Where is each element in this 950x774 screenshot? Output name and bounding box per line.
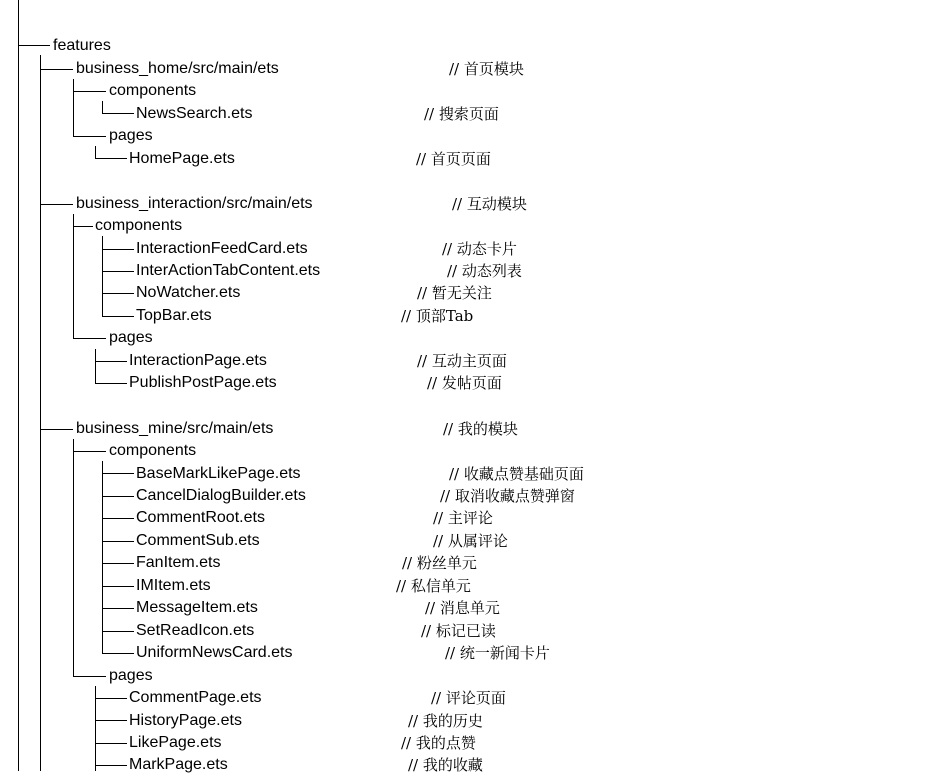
tree-branch: [102, 293, 134, 294]
tree-branch: [102, 518, 134, 519]
tree-branch: [40, 204, 73, 205]
tree-line: [40, 55, 41, 771]
pages-folder-home: pages: [109, 127, 153, 144]
file-name: InterActionTabContent.ets: [136, 262, 321, 279]
tree-branch: [18, 45, 50, 46]
file-name: CommentSub.ets: [136, 532, 260, 549]
file-comment: // 收藏点赞基础页面: [449, 465, 584, 483]
tree-line: [73, 79, 74, 136]
file-name: InteractionPage.ets: [129, 352, 267, 369]
tree-branch: [73, 676, 106, 677]
file-comment: // 粉丝单元: [402, 554, 477, 572]
file-name: IMItem.ets: [136, 577, 211, 594]
tree-branch: [95, 158, 127, 159]
tree-line: [73, 439, 74, 676]
file-comment: // 顶部Tab: [401, 307, 474, 325]
file-comment: // 统一新闻卡片: [445, 644, 550, 662]
tree-branch: [73, 91, 106, 92]
tree-branch: [40, 429, 73, 430]
file-name: LikePage.ets: [129, 734, 222, 751]
file-name: UniformNewsCard.ets: [136, 644, 293, 661]
file-name: SetReadIcon.ets: [136, 622, 255, 639]
file-comment: // 动态列表: [447, 262, 522, 280]
file-comment: // 主评论: [433, 509, 493, 527]
file-comment: // 标记已读: [421, 622, 496, 640]
file-comment: // 取消收藏点赞弹窗: [440, 487, 575, 505]
file-name: InteractionFeedCard.ets: [136, 240, 308, 257]
tree-branch: [40, 69, 73, 70]
file-comment: // 私信单元: [396, 577, 471, 595]
tree-line: [95, 146, 96, 158]
file-name: CommentRoot.ets: [136, 509, 265, 526]
module-comment-home: // 首页模块: [449, 60, 524, 78]
module-name-home: business_home/src/main/ets: [76, 60, 279, 77]
file-name: HomePage.ets: [129, 150, 235, 167]
file-comment: // 首页页面: [416, 150, 491, 168]
tree-branch: [102, 563, 134, 564]
file-comment: // 搜索页面: [424, 105, 499, 123]
file-name: NoWatcher.ets: [136, 284, 241, 301]
tree-branch: [102, 271, 134, 272]
file-comment: // 消息单元: [425, 599, 500, 617]
tree-branch: [95, 361, 127, 362]
tree-line: [102, 101, 103, 113]
file-name: HistoryPage.ets: [129, 712, 242, 729]
tree-branch: [95, 720, 127, 721]
file-name: CancelDialogBuilder.ets: [136, 487, 306, 504]
tree-branch: [73, 136, 106, 137]
tree-branch: [102, 586, 134, 587]
tree-branch: [102, 316, 134, 317]
tree-line: [95, 349, 96, 383]
module-name-mine: business_mine/src/main/ets: [76, 420, 274, 437]
tree-branch: [102, 608, 134, 609]
tree-branch: [95, 698, 127, 699]
tree-branch: [102, 653, 134, 654]
tree-branch: [95, 383, 127, 384]
components-folder-interaction: components: [95, 217, 183, 234]
tree-line: [73, 214, 74, 338]
tree-branch: [73, 338, 106, 339]
tree-line: [102, 461, 103, 653]
file-name: MarkPage.ets: [129, 756, 228, 773]
tree-branch: [95, 765, 127, 766]
tree-branch: [102, 496, 134, 497]
tree-branch: [95, 743, 127, 744]
file-comment: // 从属评论: [433, 532, 508, 550]
file-comment: // 我的收藏: [408, 756, 483, 774]
file-comment: // 发帖页面: [427, 374, 502, 392]
file-name: NewsSearch.ets: [136, 105, 253, 122]
pages-folder-interaction: pages: [109, 329, 153, 346]
file-comment: // 互动主页面: [417, 352, 507, 370]
file-name: MessageItem.ets: [136, 599, 258, 616]
file-name: FanItem.ets: [136, 554, 221, 571]
module-comment-interaction: // 互动模块: [452, 195, 527, 213]
root-folder-name: features: [53, 37, 111, 54]
tree-branch: [102, 249, 134, 250]
tree-branch: [73, 226, 93, 227]
file-comment: // 我的点赞: [401, 734, 476, 752]
components-folder-home: components: [109, 82, 197, 99]
components-folder-mine: components: [109, 442, 197, 459]
tree-branch: [102, 473, 134, 474]
module-comment-mine: // 我的模块: [443, 420, 518, 438]
pages-folder-mine: pages: [109, 667, 153, 684]
file-comment: // 评论页面: [431, 689, 506, 707]
tree-branch: [102, 541, 134, 542]
tree-branch: [102, 113, 134, 114]
module-name-interaction: business_interaction/src/main/ets: [76, 195, 313, 212]
tree-line: [102, 236, 103, 316]
file-name: CommentPage.ets: [129, 689, 262, 706]
file-name: PublishPostPage.ets: [129, 374, 277, 391]
file-comment: // 我的历史: [408, 712, 483, 730]
file-name: BaseMarkLikePage.ets: [136, 465, 301, 482]
tree-branch: [102, 631, 134, 632]
file-name: TopBar.ets: [136, 307, 212, 324]
file-comment: // 动态卡片: [442, 240, 517, 258]
file-comment: // 暂无关注: [417, 284, 492, 302]
tree-branch: [73, 451, 106, 452]
tree-line: [18, 0, 19, 771]
